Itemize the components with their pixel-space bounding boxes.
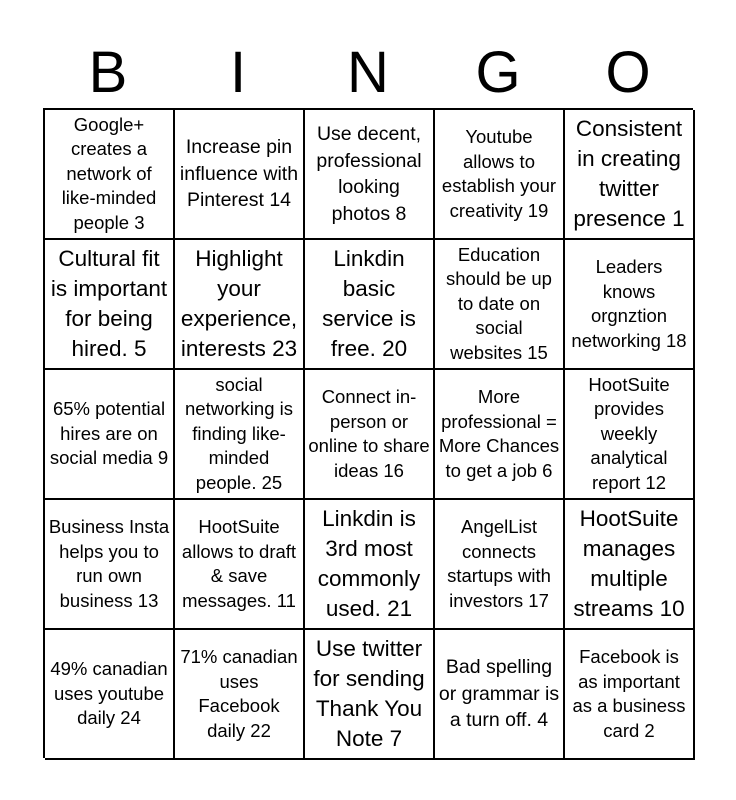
bingo-cell[interactable] [565, 110, 695, 240]
cell-text: Leaders knows orgnztion networking 18 [571, 256, 687, 351]
bingo-cell[interactable] [565, 240, 695, 370]
bingo-cell[interactable] [305, 110, 435, 240]
cell-text: Increase pin influence with Pinterest 14 [179, 136, 299, 212]
bingo-cell[interactable] [565, 500, 695, 630]
cell-text: Linkdin basic service is free. 20 [322, 246, 416, 361]
cell-text: social networking is finding like-minded people. 25 [185, 373, 293, 493]
cell-text: Facebook is as important as a business card 2 [572, 646, 686, 741]
bingo-title [43, 40, 693, 106]
bingo-grid [43, 108, 693, 758]
cell-text: Consistent in creating twitter presence 1 [573, 116, 685, 231]
bingo-cell[interactable] [305, 370, 435, 500]
bingo-cell[interactable] [175, 370, 305, 500]
bingo-cell[interactable] [565, 370, 695, 500]
bingo-cell[interactable] [175, 500, 305, 630]
cell-text: Education should be up to date on social websites 15 [446, 243, 552, 363]
bingo-cell[interactable] [565, 630, 695, 760]
title-letter-n: N [347, 40, 389, 105]
cell-text: 65% potential hires are on social media 9 [49, 398, 169, 469]
cell-text: More professional = More Chances to get a job 6 [438, 386, 560, 481]
bingo-cell[interactable] [45, 110, 175, 240]
bingo-cell[interactable] [175, 110, 305, 240]
bingo-cell[interactable] [305, 240, 435, 370]
cell-text: Cultural fit is important for being hired. 5 [50, 246, 168, 361]
cell-text: HootSuite manages multiple streams 10 [573, 506, 685, 621]
bingo-cell[interactable] [175, 630, 305, 760]
bingo-cell[interactable] [435, 500, 565, 630]
cell-text: Highlight your experience, interests 23 [180, 246, 298, 361]
bingo-cell[interactable] [435, 630, 565, 760]
title-letter-b: B [88, 40, 128, 105]
title-letter-o: O [605, 40, 651, 105]
bingo-cell[interactable] [435, 110, 565, 240]
cell-text: Connect in-person or online to share ideas 16 [308, 386, 430, 481]
bingo-cell[interactable] [435, 370, 565, 500]
cell-text: HootSuite provides weekly analytical report 12 [588, 373, 670, 493]
bingo-cell[interactable] [45, 630, 175, 760]
cell-text: Use decent, professional looking photos 8 [316, 123, 422, 225]
cell-text: AngelList connects startups with investors 17 [447, 516, 551, 611]
bingo-cell[interactable] [45, 370, 175, 500]
cell-text: Linkdin is 3rd most commonly used. 21 [317, 506, 421, 621]
bingo-cell[interactable] [175, 240, 305, 370]
bingo-cell[interactable] [305, 630, 435, 760]
bingo-cell[interactable] [45, 240, 175, 370]
cell-text: 71% canadian uses Facebook daily 22 [180, 646, 298, 741]
cell-text: Use twitter for sending Thank You Note 7 [313, 636, 425, 751]
cell-text: Google+ creates a network of like-minded people 3 [61, 113, 157, 233]
title-letter-i: I [229, 40, 247, 105]
bingo-cell[interactable] [45, 500, 175, 630]
cell-text: Bad spelling or grammar is a turn off. 4 [438, 656, 560, 732]
cell-text: HootSuite allows to draft & save messages. 11 [181, 516, 297, 611]
bingo-cell[interactable] [305, 500, 435, 630]
bingo-cell[interactable] [435, 240, 565, 370]
cell-text: Business Insta helps you to run own business 13 [48, 516, 170, 611]
title-letter-g: G [475, 40, 521, 105]
cell-text: 49% canadian uses youtube daily 24 [50, 658, 168, 729]
cell-text: Youtube allows to establish your creativity 19 [441, 126, 557, 221]
